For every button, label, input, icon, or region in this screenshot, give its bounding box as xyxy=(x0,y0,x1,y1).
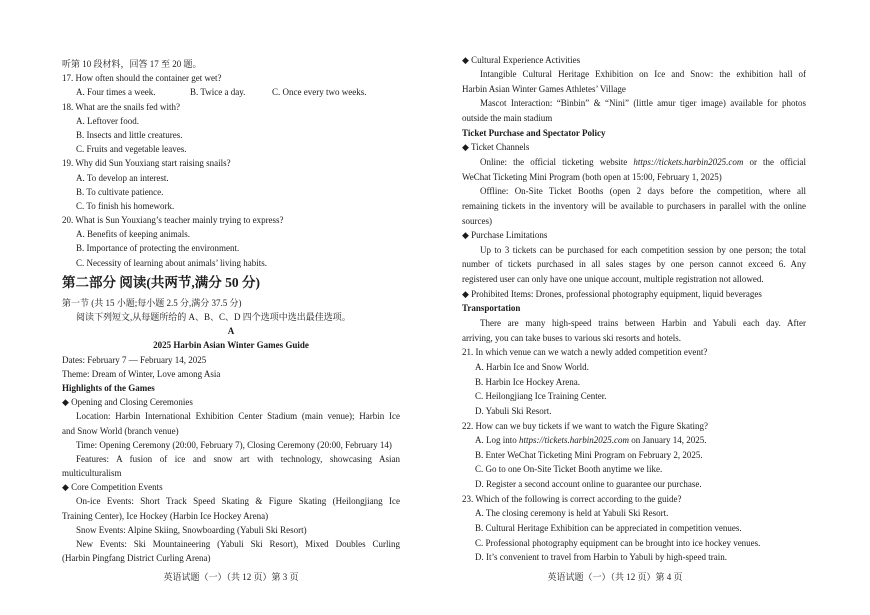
option-18-b: B. Insects and little creatures. xyxy=(76,129,183,140)
option-17-a: A. Four times a week. xyxy=(76,87,156,98)
guide-theme: Theme: Dream of Winter, Love among Asia xyxy=(62,368,221,379)
reading-directions: 阅读下列短文,从每题所给的 A、B、C、D 四个选项中选出最佳选项。 xyxy=(76,312,351,322)
option-20-c: C. Necessity of learning about animals’ living habits. xyxy=(76,257,268,268)
new-events-line: New Events: Ski Mountaineering (Yabuli Ski Resort), Mixed Doubles Curling xyxy=(76,539,400,549)
ceremonies-features-line: Features: A fusion of ice and snow art with technology, showcasing Asian xyxy=(76,453,400,464)
mascot-line: Mascot Interaction: “Binbin” & “Nini” (little amur tiger image) available for photos xyxy=(480,98,806,109)
ticket-policy-heading: Ticket Purchase and Spectator Policy xyxy=(462,127,606,138)
question-17-stem: 17. How often should the container get wet? xyxy=(62,73,222,84)
ticket-website-url: https://tickets.harbin2025.com xyxy=(633,156,744,167)
question-20-stem: 20. What is Sun Youxiang’s teacher mainly trying to express? xyxy=(62,215,284,226)
option-23-b: B. Cultural Heritage Exhibition can be appreciated in competition venues. xyxy=(475,523,742,533)
passage-title: 2025 Harbin Asian Winter Games Guide xyxy=(153,340,309,351)
purchase-limits-heading: ◆ Purchase Limitations xyxy=(462,230,548,241)
option-21-c: C. Heilongjiang Ice Training Center. xyxy=(475,391,607,402)
option-21-a: A. Harbin Ice and Snow World. xyxy=(475,361,589,372)
passage-label: A xyxy=(227,326,235,337)
reading-part-title: 第二部分 阅读(共两节,满分 50 分) xyxy=(62,274,260,290)
option-18-c: C. Fruits and vegetable leaves. xyxy=(76,144,187,155)
option-22-a xyxy=(462,433,806,448)
on-ice-events-line: Training Center), Ice Hockey (Harbin Ice Hockey Arena) xyxy=(62,510,269,521)
listening-instruction: 听第 10 段材料，回答 17 至 20 题。 xyxy=(62,59,202,69)
left-page-column xyxy=(62,57,400,565)
offline-channel-line: sources) xyxy=(462,215,492,226)
culture-heading: ◆ Cultural Experience Activities xyxy=(462,54,581,65)
option-19-a: A. To develop an interest. xyxy=(76,172,169,183)
question-19-stem: 19. Why did Sun Youxiang start raising snails? xyxy=(62,158,231,169)
ceremonies-location-line: and Snow World (branch venue) xyxy=(62,425,179,436)
question-23-stem: 23. Which of the following is correct according to the guide? xyxy=(462,493,682,504)
option-23-a: A. The closing ceremony is held at Yabuli Ski Resort. xyxy=(475,508,669,519)
ticket-channels-heading: ◆ Ticket Channels xyxy=(462,142,530,153)
option-20-b: B. Importance of protecting the environment. xyxy=(76,243,240,254)
right-page-column xyxy=(462,53,806,565)
page-footer-left: 英语试题（一）（共 12 页）第 3 页 xyxy=(163,572,299,582)
option-22-b: B. Enter WeChat Ticketing Mini Program on February 2, 2025. xyxy=(475,449,703,460)
exhibition-line: Harbin Asian Winter Games Athletes’ Village xyxy=(462,83,626,94)
purchase-limits-line: registered user can only have one unique account, multiple registration not allowed. xyxy=(462,274,764,285)
purchase-limits-line: number of tickets purchased in all sales stages by one person cannot exceed 6. Any xyxy=(462,259,806,270)
option-21-b: B. Harbin Ice Hockey Arena. xyxy=(475,376,580,387)
offline-channel-line: remaining tickets in the inventory will be available to purchasers in parallel with the online xyxy=(462,200,806,211)
option-22-d: D. Register a second account online to guarantee our purchase. xyxy=(475,479,702,490)
prohibited-items: ◆ Prohibited Items: Drones, professional photography equipment, liquid beverages xyxy=(462,288,762,299)
online-text: Online: the official ticketing website xyxy=(480,156,634,167)
guide-dates: Dates: February 7 — February 14, 2025 xyxy=(62,354,207,365)
offline-channel-line: Offline: On-Site Ticket Booths (open 2 days before the competition, where all xyxy=(480,186,806,197)
reading-section-title: 第一节 (共 15 小题;每小题 2.5 分,满分 37.5 分) xyxy=(62,297,242,308)
new-events-line: (Harbin Pingfang District Curling Arena) xyxy=(62,553,211,564)
question-21-stem: 21. In which venue can we watch a newly added competition event? xyxy=(462,347,708,358)
question-22-stem: 22. How can we buy tickets if we want to watch the Figure Skating? xyxy=(462,420,708,431)
question-18-stem: 18. What are the snails fed with? xyxy=(62,101,181,112)
transportation-line: arriving, you can take buses to various ski resorts and hotels. xyxy=(462,332,681,343)
on-ice-events-line: On-ice Events: Short Track Speed Skating & Figure Skating (Heilongjiang Ice xyxy=(76,496,400,507)
online-channel-line: WeChat Ticketing Mini Program (both open at 15:00, February 1, 2025) xyxy=(462,171,722,182)
online-channel-line xyxy=(462,155,806,170)
option-17-b: B. Twice a day. xyxy=(190,87,246,98)
competition-heading: ◆ Core Competition Events xyxy=(62,482,163,493)
online-text: or the official xyxy=(743,156,806,167)
option-22-a-text: on January 14, 2025. xyxy=(629,435,707,446)
option-19-b: B. To cultivate patience. xyxy=(76,186,164,197)
mascot-line: outside the main stadium xyxy=(462,113,553,124)
transportation-line: There are many high-speed trains between Harbin and Yabuli each day. After xyxy=(480,318,806,329)
option-17-c: C. Once every two weeks. xyxy=(272,87,367,98)
option-23-d: D. It’s convenient to travel from Harbin to Yabuli by high-speed train. xyxy=(475,552,727,563)
purchase-limits-line: Up to 3 tickets can be purchased for each competition session by one person; the total xyxy=(480,244,806,255)
question-17-options xyxy=(62,85,400,99)
option-20-a: A. Benefits of keeping animals. xyxy=(76,229,190,240)
highlights-heading: Highlights of the Games xyxy=(62,382,155,393)
option-21-d: D. Yabuli Ski Resort. xyxy=(475,405,552,416)
exhibition-line: Intangible Cultural Heritage Exhibition on Ice and Snow: the exhibition hall of xyxy=(480,69,806,80)
ceremonies-time: Time: Opening Ceremony (20:00, February 7), Closing Ceremony (20:00, February 14) xyxy=(76,439,392,450)
ceremonies-heading: ◆ Opening and Closing Ceremonies xyxy=(62,397,193,408)
page-footer-right: 英语试题（一）（共 12 页）第 4 页 xyxy=(547,572,683,582)
option-23-c: C. Professional photography equipment can be brought into ice hockey venues. xyxy=(475,537,761,548)
transportation-heading: Transportation xyxy=(462,303,521,314)
ceremonies-location-line: Location: Harbin International Exhibition Center Stadium (main venue); Harbin Ice xyxy=(76,411,400,422)
option-19-c: C. To finish his homework. xyxy=(76,200,175,211)
option-22-a-text: A. Log into xyxy=(475,435,519,446)
option-22-a-url: https://tickets.harbin2025.com xyxy=(519,435,629,446)
snow-events: Snow Events: Alpine Skiing, Snowboarding (Yabuli Ski Resort) xyxy=(76,524,307,535)
option-18-a: A. Leftover food. xyxy=(76,115,139,126)
option-22-c: C. Go to one On-Site Ticket Booth anytime we like. xyxy=(475,464,663,475)
ceremonies-features-line: multiculturalism xyxy=(62,468,122,479)
